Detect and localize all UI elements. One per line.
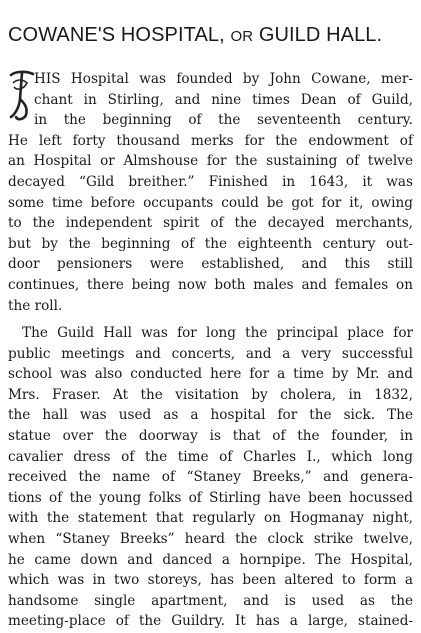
text-line: the hall was used as a hospital for the sick. The bbox=[8, 407, 413, 424]
text-line: he came down and danced a hornpipe. The Hospital, bbox=[8, 551, 413, 568]
text-line: cavalier dress of the time of Charles I., which long bbox=[8, 448, 413, 465]
text-line: decayed “Gild breither.” Finished in 1643, it was bbox=[8, 174, 413, 190]
text-line: meeting-place of the Guildry. It has a large, stained- bbox=[8, 613, 413, 630]
text-line: which was in two storeys, has been altered to form a bbox=[8, 572, 413, 589]
text-line: continues, there being now both males and females on bbox=[8, 277, 413, 293]
text-line: but by the beginning of the eighteenth century out- bbox=[8, 235, 413, 252]
drop-cap-ornament bbox=[8, 69, 36, 123]
text-line: statue over the doorway is that of the founder, in bbox=[8, 428, 413, 444]
text-line: HIS Hospital was founded by John Cowane, mer- bbox=[34, 71, 413, 87]
title-rest: GUILD HALL. bbox=[258, 24, 383, 46]
text-line: door pensioners were established, and this still bbox=[8, 256, 413, 273]
text-line: received the name of “Staney Breeks,” and genera- bbox=[8, 469, 413, 486]
title-or: OR bbox=[230, 28, 254, 45]
title-main: COWANE'S HOSPITAL, bbox=[8, 24, 225, 46]
text-line: school was also conducted here for a time by Mr. and bbox=[8, 366, 413, 383]
text-line: in the beginning of the seventeenth century. bbox=[34, 112, 413, 129]
text-line: some time before occupants could be got for it, owing bbox=[8, 194, 413, 211]
text-line: when “Staney Breeks” heard the clock strike twelve, bbox=[8, 531, 413, 547]
text-line: He left forty thousand merks for the endowment of bbox=[8, 132, 413, 149]
text-line: The Guild Hall was for long the principal place for bbox=[22, 325, 413, 341]
page-title bbox=[8, 23, 418, 49]
text-line: to the independent spirit of the decayed merchants, bbox=[8, 215, 413, 232]
text-line: chant in Stirling, and nine times Dean of Guild, bbox=[34, 91, 413, 108]
text-line: public meetings and concerts, and a very successful bbox=[8, 345, 413, 362]
text-line: the roll. bbox=[8, 297, 63, 314]
text-line: Mrs. Fraser. At the visitation by cholera, in 1832, bbox=[8, 386, 413, 403]
text-line: tions of the young folks of Stirling have been hocussed bbox=[8, 489, 413, 506]
text-line: handsome single apartment, and is used as the bbox=[8, 592, 413, 609]
text-line: with the statement that regularly on Hogmanay night, bbox=[8, 510, 413, 527]
text-line: an Hospital or Almshouse for the sustaining of twelve bbox=[8, 153, 413, 170]
drop-cap bbox=[8, 69, 34, 119]
